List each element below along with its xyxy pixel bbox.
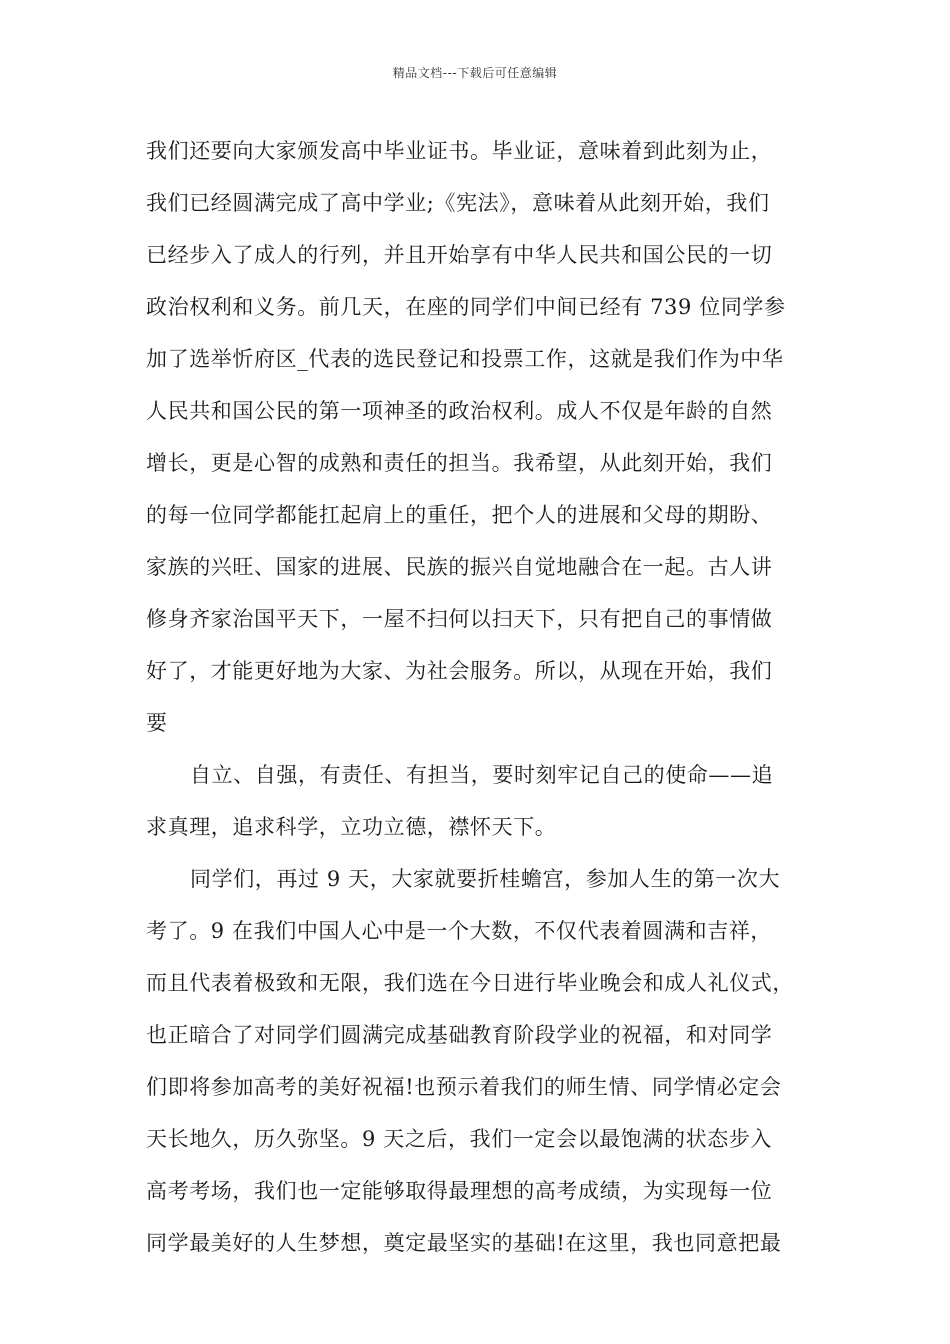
text-line: 家族的兴旺、国家的进展、民族的振兴自觉地融合在一起。古人讲 bbox=[146, 555, 773, 579]
text-line: 要 bbox=[146, 711, 168, 735]
text-line: 高考考场，我们也一定能够取得最理想的高考成绩，为实现每一位 bbox=[146, 1179, 773, 1203]
text-line: 天长地久，历久弥坚。9 天之后，我们一定会以最饱满的状态步入 bbox=[146, 1127, 773, 1151]
text-line: 的每一位同学都能扛起肩上的重任，把个人的进展和父母的期盼、 bbox=[146, 503, 773, 527]
text-line: 我们已经圆满完成了高中学业;《宪法》，意味着从此刻开始，我们 bbox=[146, 191, 770, 215]
text-line: 考了。9 在我们中国人心中是一个大数，不仅代表着圆满和吉祥， bbox=[146, 919, 773, 943]
text-line: 而且代表着极致和无限，我们选在今日进行毕业晚会和成人礼仪式， bbox=[146, 971, 794, 995]
text-line: 同学最美好的人生梦想，奠定最坚实的基础!在这里，我也同意把最 bbox=[146, 1231, 782, 1255]
text-line: 我们还要向大家颁发高中毕业证书。毕业证，意味着到此刻为止， bbox=[146, 139, 773, 163]
text-line: 修身齐家治国平天下，一屋不扫何以扫天下，只有把自己的事情做 bbox=[146, 607, 773, 631]
text-line: 增长，更是心智的成熟和责任的担当。我希望，从此刻开始，我们 bbox=[146, 451, 773, 475]
text-line: 人民共和国公民的第一项神圣的政治权利。成人不仅是年龄的自然 bbox=[146, 399, 773, 423]
text-line: 们即将参加高考的美好祝福!也预示着我们的师生情、同学情必定会 bbox=[146, 1075, 782, 1099]
text-line: 政治权利和义务。前几天，在座的同学们中间已经有 739 位同学参 bbox=[146, 295, 786, 319]
text-line: 求真理，追求科学，立功立德，襟怀天下。 bbox=[146, 815, 557, 839]
text-line: 好了，才能更好地为大家、为社会服务。所以，从现在开始，我们 bbox=[146, 659, 773, 683]
text-line: 加了选举忻府区_代表的选民登记和投票工作，这就是我们作为中华 bbox=[146, 347, 784, 371]
page-header: 精品文档---下载后可任意编辑 bbox=[392, 66, 558, 80]
text-line: 已经步入了成人的行列，并且开始享有中华人民共和国公民的一切 bbox=[146, 243, 773, 267]
paragraph-first-line: 自立、自强，有责任、有担当，要时刻牢记自己的使命——追 bbox=[190, 763, 774, 787]
text-line: 也正暗合了对同学们圆满完成基础教育阶段学业的祝福，和对同学 bbox=[146, 1023, 773, 1047]
body-text bbox=[146, 133, 826, 1277]
paragraph-first-line: 同学们，再过 9 天，大家就要折桂蟾宫，参加人生的第一次大 bbox=[190, 867, 781, 891]
